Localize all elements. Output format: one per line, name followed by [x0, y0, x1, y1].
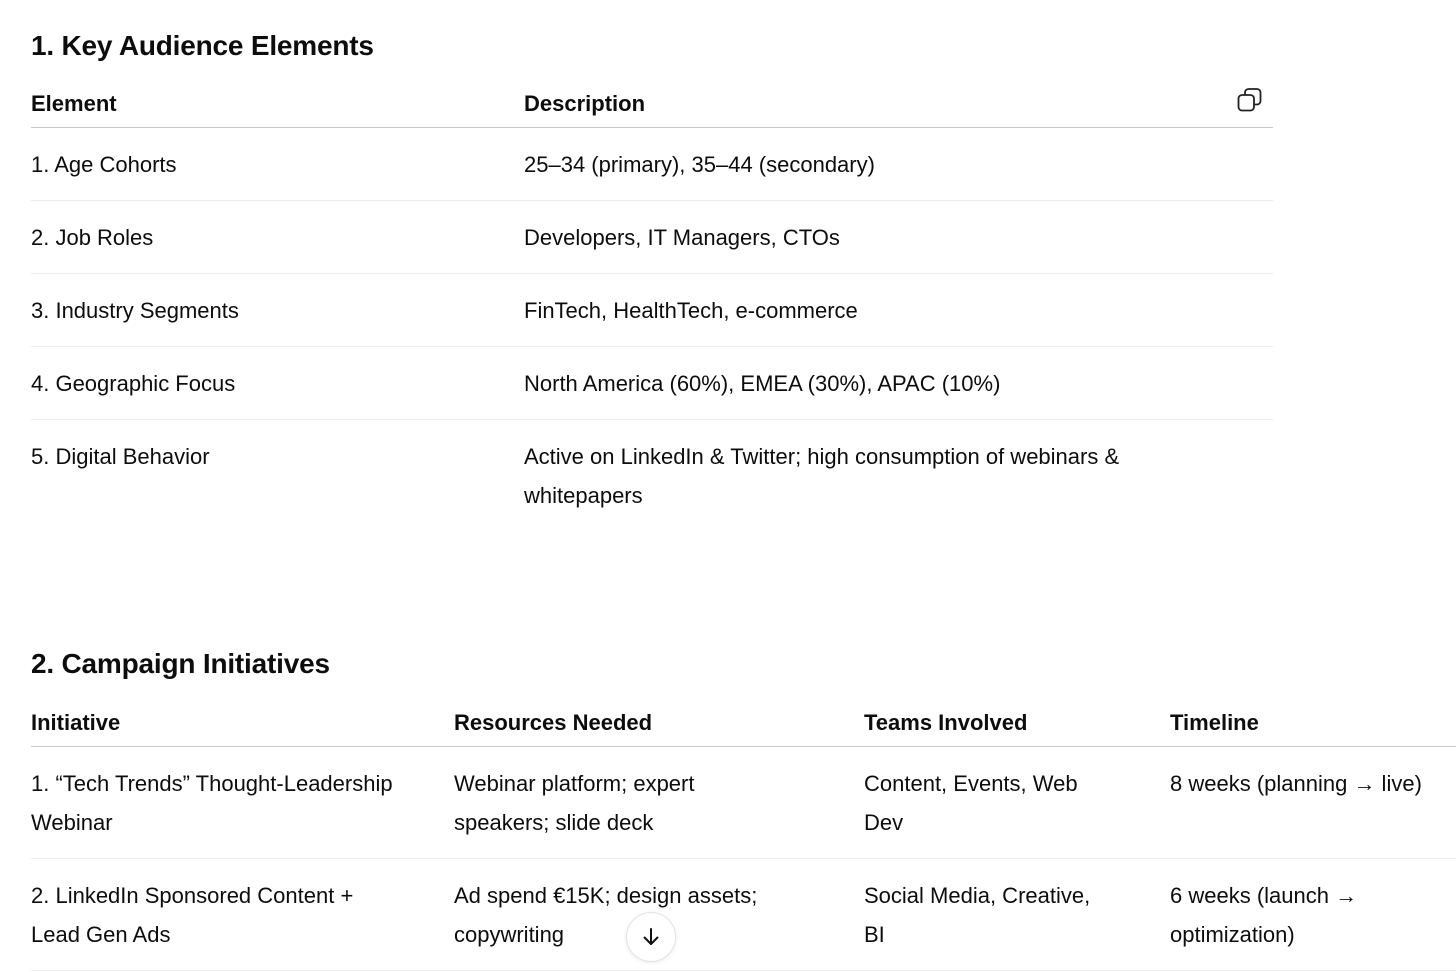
- section-title-initiatives: 2. Campaign Initiatives: [31, 648, 330, 679]
- cell-initiative: [31, 746, 454, 858]
- copy-icon: [1236, 86, 1264, 114]
- cell-description-text: Active on LinkedIn & Twitter; high consumption of webinars & whitepapers: [524, 443, 1120, 508]
- cell-initiative: [31, 858, 454, 970]
- scroll-to-bottom-button[interactable]: [626, 912, 676, 962]
- cell-teams: [864, 746, 1170, 858]
- table-row: [31, 419, 1273, 531]
- cell-resources: [454, 746, 864, 858]
- table-row: [31, 346, 1273, 419]
- cell-teams-text: Social Media, Creative, BI: [864, 882, 1091, 947]
- column-header-initiative: Initiative: [31, 709, 121, 735]
- cell-teams-text: Content, Events, Web Dev: [864, 770, 1078, 835]
- cell-element: 3. Industry Segments: [31, 297, 239, 323]
- cell-description: Developers, IT Managers, CTOs: [524, 224, 840, 250]
- cell-timeline: [1170, 858, 1456, 970]
- cell-timeline-text: 8 weeks (planning → live): [1170, 770, 1422, 796]
- column-header-teams: Teams Involved: [864, 709, 1028, 735]
- copy-table-button[interactable]: [1236, 86, 1264, 114]
- cell-resources-text: Ad spend €15K; design assets; copywriting: [454, 882, 758, 947]
- column-header-description: Description: [524, 90, 646, 116]
- cell-initiative-text: 1. “Tech Trends” Thought-Leadership Webinar: [31, 770, 393, 835]
- cell-description: 25–34 (primary), 35–44 (secondary): [524, 151, 875, 177]
- section-title-audience: 1. Key Audience Elements: [31, 30, 374, 61]
- arrow-down-icon: [639, 925, 663, 949]
- cell-description: North America (60%), EMEA (30%), APAC (10%): [524, 370, 1001, 396]
- table-row: [31, 858, 1456, 970]
- cell-element: 5. Digital Behavior: [31, 443, 210, 469]
- table-row: [31, 127, 1273, 200]
- table-row: [31, 746, 1456, 858]
- cell-teams: [864, 858, 1170, 970]
- cell-description: FinTech, HealthTech, e-commerce: [524, 297, 858, 323]
- cell-resources-text: Webinar platform; expert speakers; slide deck: [454, 770, 695, 835]
- table-row: [31, 200, 1273, 273]
- cell-initiative-text: 2. LinkedIn Sponsored Content + Lead Gen Ads: [31, 882, 354, 947]
- column-header-timeline: Timeline: [1170, 709, 1259, 735]
- cell-description: [524, 419, 1273, 531]
- table-header-row: [31, 700, 1456, 746]
- table-row: [31, 273, 1273, 346]
- cell-element: 1. Age Cohorts: [31, 151, 177, 177]
- campaign-initiatives-table: [31, 700, 1456, 971]
- column-header-element: Element: [31, 90, 117, 116]
- cell-timeline: [1170, 746, 1456, 858]
- table-header-row: [31, 82, 1273, 127]
- cell-element: 2. Job Roles: [31, 224, 154, 250]
- cell-timeline-text: 6 weeks (launch → optimization): [1170, 882, 1358, 947]
- cell-element: 4. Geographic Focus: [31, 370, 236, 396]
- column-header-resources: Resources Needed: [454, 709, 653, 735]
- audience-elements-table: [31, 82, 1273, 531]
